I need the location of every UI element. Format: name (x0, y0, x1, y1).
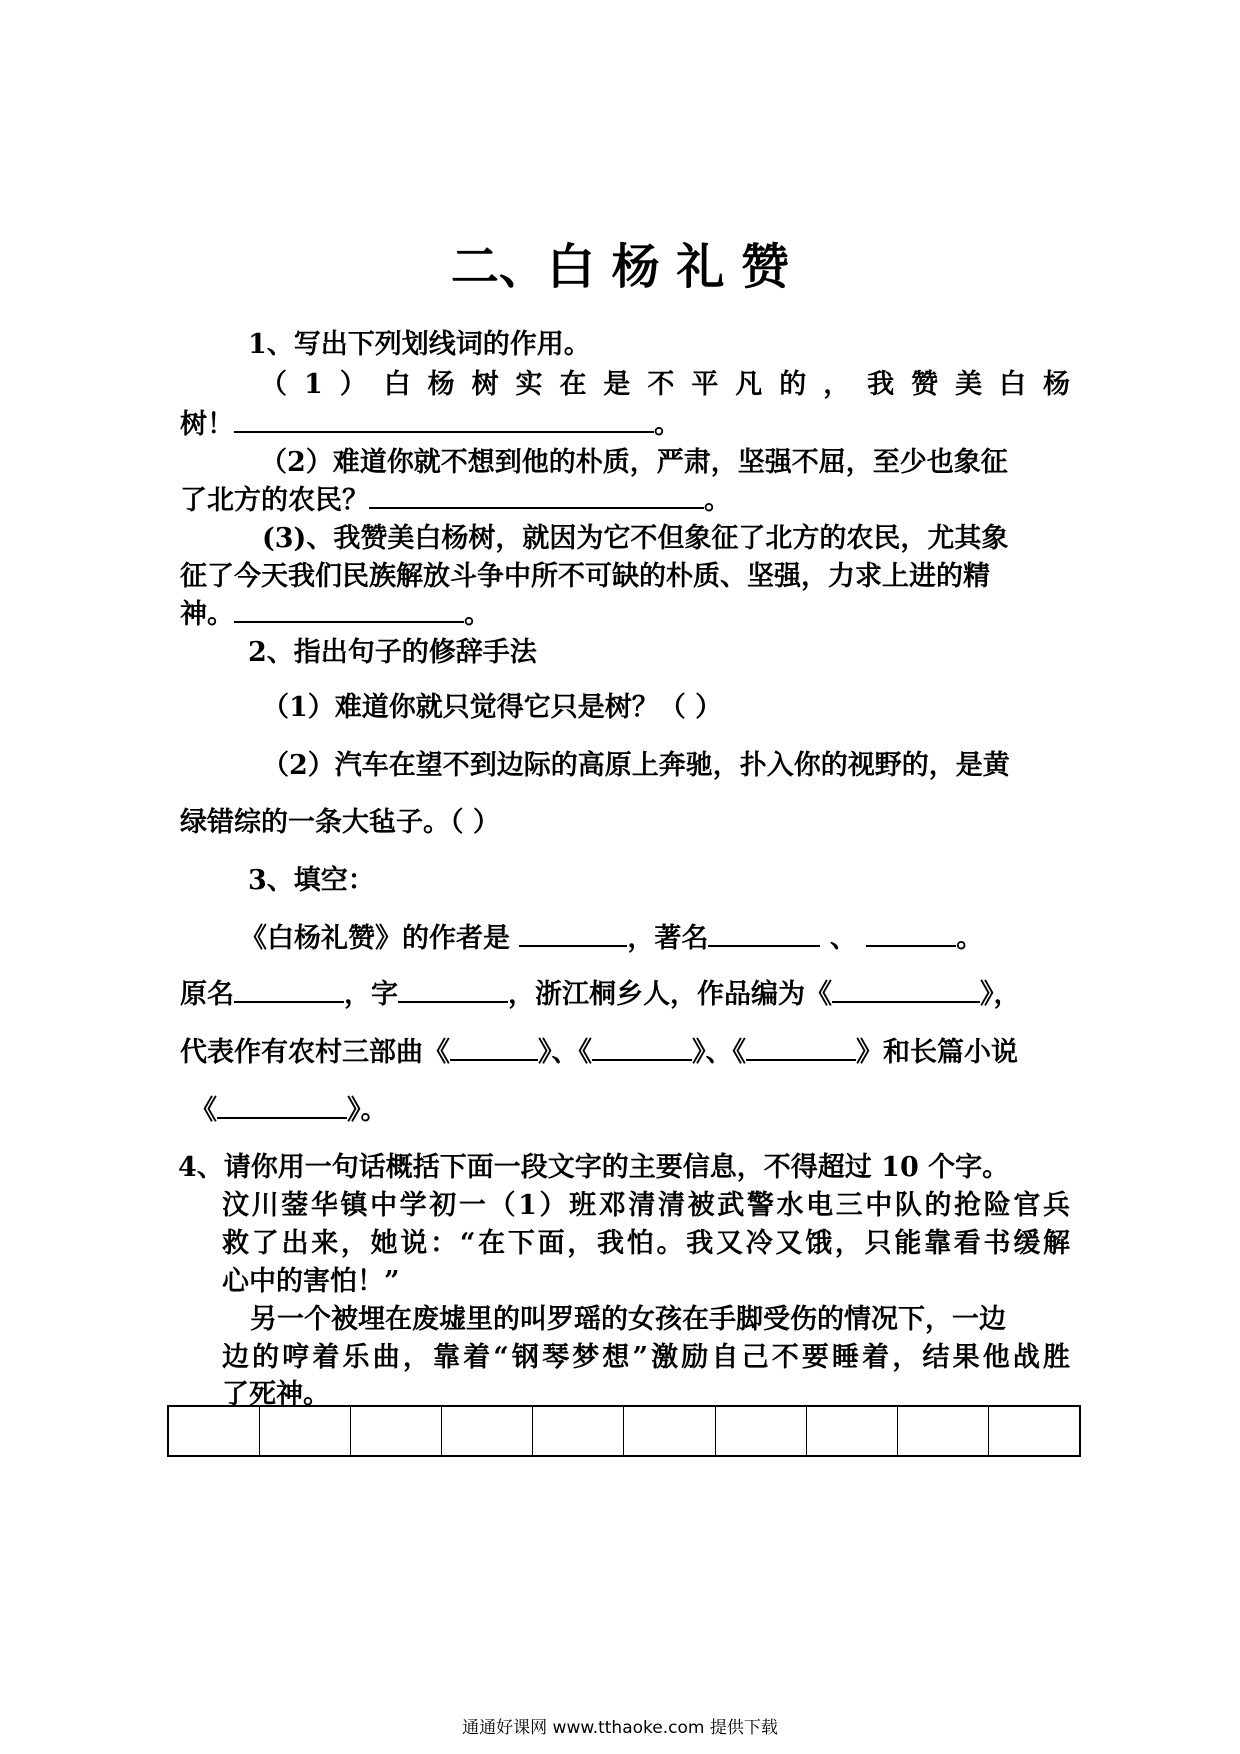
page-footer: 通通好课网 www.tthaoke.com 提供下载 (462, 1718, 778, 1738)
q3-line3 (180, 1030, 1018, 1069)
answer-cell[interactable] (260, 1407, 351, 1455)
q3-sep: 、 (829, 923, 857, 954)
q1-item2-blank[interactable] (369, 483, 704, 509)
q3-l2-end: 》， (980, 979, 1021, 1010)
q3-line1 (240, 916, 983, 955)
q2-item1: （1）难道你就只觉得它只是树？（ ） (262, 692, 723, 723)
q4-p1-line3: 心中的害怕！” (222, 1266, 400, 1297)
q3-line4 (190, 1088, 388, 1127)
answer-cell[interactable] (169, 1407, 260, 1455)
q3-famous-blank-2[interactable] (866, 921, 956, 947)
q3-author-label: 《白杨礼赞》的作者是 (240, 923, 510, 954)
q1-item1-end: 。 (654, 409, 681, 440)
q3-realname-label: 原名 (180, 979, 234, 1010)
answer-cell[interactable] (442, 1407, 533, 1455)
q3-famous-label: ，著名 (627, 923, 709, 954)
q4-p2-line2: 边的哼着乐曲，靠着“钢琴梦想”激励自己不要睡着，结果他战胜 (222, 1342, 1070, 1373)
page-title: 二、白 杨 礼 赞 (450, 239, 790, 295)
q3-works-label: ，浙江桐乡人，作品编为《 (508, 979, 832, 1010)
q3-trilogy-sep-1: 》、《 (538, 1037, 592, 1068)
q1-item3-line2: 征了今天我们民族解放斗争中所不可缺的朴质、坚强，力求上进的精 (180, 561, 990, 592)
answer-cell[interactable] (716, 1407, 807, 1455)
answer-cell[interactable] (898, 1407, 989, 1455)
q3-courtesy-label: ，字 (344, 979, 398, 1010)
q3-novel-label: 》和长篇小说 (856, 1037, 1018, 1068)
answer-cell[interactable] (624, 1407, 715, 1455)
q1-item1-text: 树！ (180, 409, 234, 440)
q4-p1-line2: 救了出来，她说：“在下面，我怕。我又冷又饿，只能靠看书缓解 (222, 1228, 1070, 1259)
q3-trilogy-sep-2: 》、《 (692, 1037, 746, 1068)
q4-p2-line3: 了死神。 (222, 1379, 330, 1410)
q3-novel-open: 《 (190, 1095, 217, 1126)
q1-item1-line2 (180, 402, 681, 441)
q2-heading: 2、指出句子的修辞手法 (248, 637, 537, 668)
q3-realname-blank[interactable] (234, 977, 344, 1003)
q1-item1-line1: （1）白杨树实在是不平凡的，我赞美白杨 (260, 369, 1070, 400)
q3-trilogy-blank-3[interactable] (746, 1035, 856, 1061)
q1-item1-blank[interactable] (234, 407, 654, 433)
answer-cell[interactable] (533, 1407, 624, 1455)
q3-author-blank[interactable] (519, 921, 627, 947)
q3-trilogy-blank-2[interactable] (592, 1035, 692, 1061)
q3-novel-close: 》。 (347, 1095, 388, 1126)
q3-trilogy-label: 代表作有农村三部曲《 (180, 1037, 450, 1068)
q3-l1-end: 。 (956, 923, 984, 954)
q1-item3-line3 (180, 592, 491, 631)
q2-item2-line1: （2）汽车在望不到边际的高原上奔驰，扑入你的视野的，是黄 (262, 750, 1010, 781)
q1-item2-end: 。 (704, 485, 731, 516)
q1-item3-end: 。 (464, 599, 491, 630)
q1-item3-blank[interactable] (234, 597, 464, 623)
q3-heading: 3、填空： (248, 865, 375, 896)
q1-item3-line1: (3)、我赞美白杨树，就因为它不但象征了北方的农民，尤其象 (262, 523, 1009, 554)
q1-item2-line1: （2）难道你就不想到他的朴质，严肃，坚强不屈，至少也象征 (260, 447, 1008, 478)
q3-famous-blank-1[interactable] (708, 921, 820, 947)
q4-p2-line1: 另一个被埋在废墟里的叫罗瑶的女孩在手脚受伤的情况下，一边 (250, 1304, 1006, 1335)
q1-item2-text: 了北方的农民？ (180, 485, 369, 516)
answer-cell[interactable] (807, 1407, 898, 1455)
answer-cell[interactable] (351, 1407, 442, 1455)
q3-works-blank[interactable] (832, 977, 980, 1003)
answer-cell[interactable] (989, 1407, 1079, 1455)
q3-line2 (180, 972, 1021, 1011)
q2-item2-line2: 绿错综的一条大毡子。（ ） (180, 807, 500, 838)
q1-item2-line2 (180, 478, 731, 517)
q1-item3-text: 神。 (180, 599, 234, 630)
q3-trilogy-blank-1[interactable] (450, 1035, 538, 1061)
q3-novel-blank[interactable] (217, 1093, 347, 1119)
answer-grid (167, 1405, 1081, 1457)
q1-heading: 1、写出下列划线词的作用。 (248, 329, 591, 360)
q4-heading: 4、请你用一句话概括下面一段文字的主要信息，不得超过 10 个字。 (178, 1152, 1010, 1183)
q4-p1-line1: 汶川蓥华镇中学初一（1）班邓清清被武警水电三中队的抢险官兵 (222, 1190, 1070, 1221)
q3-courtesy-blank[interactable] (398, 977, 508, 1003)
